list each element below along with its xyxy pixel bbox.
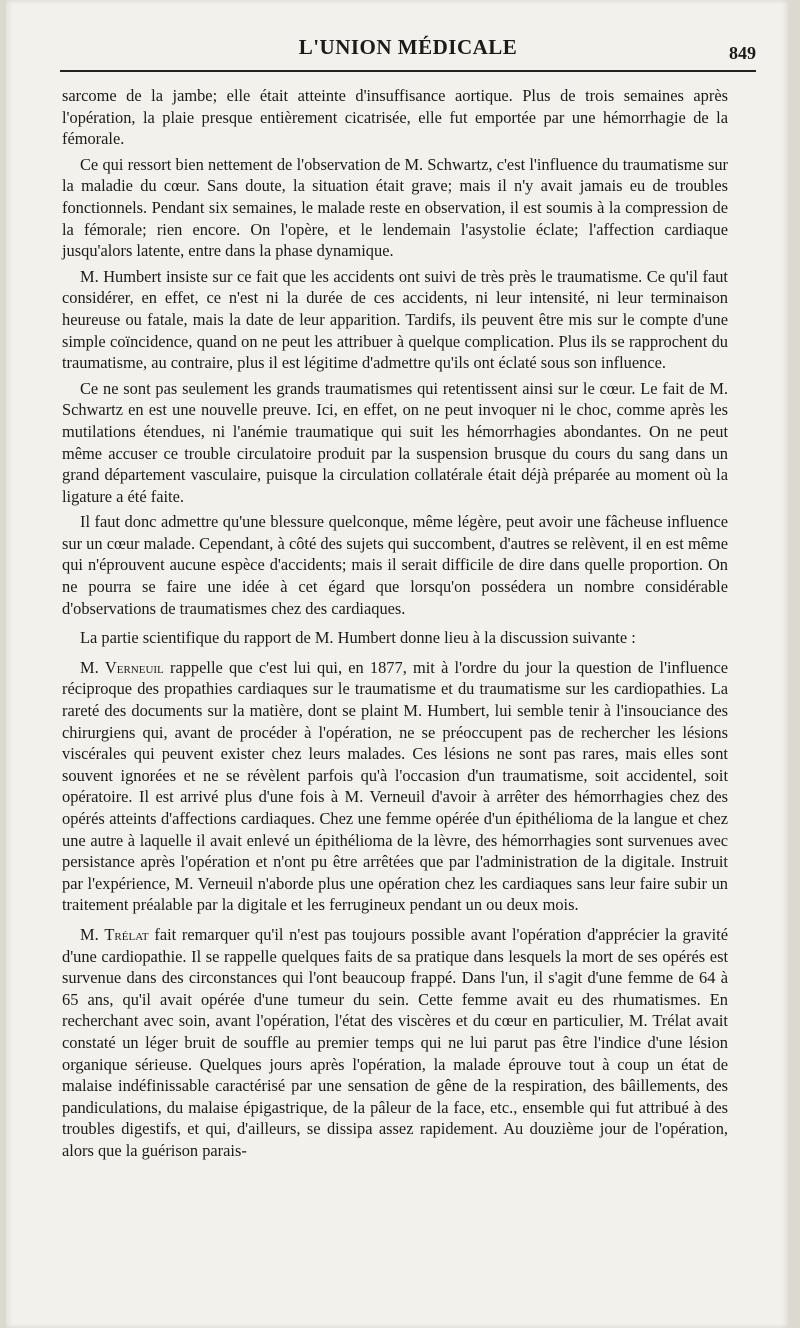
paragraph-text: Ce qui ressort bien nettement de l'observation de M. Schwartz, c'est l'influence du traumatisme sur la maladie du cœur. Sans doute, la situation était grave; mais il n'y avait jamais eu de troubles fonctionnels. Pendant six semaines, le malade reste en observation, il est soumis à la compression de la fémorale; rien encore. On l'opère, et le lendemain l'asystolie éclate; l'affection cardiaque jusqu'alors latente, entre dans la phase dynamique. [62, 154, 728, 261]
paragraph-text: M. Humbert insiste sur ce fait que les accidents ont suivi de très près le traumatisme. Ce qu'il faut considérer, en effet, ce n'est ni la durée de ces accidents, ni leur intensité, ni leur terminaison heureuse ou fatale, mais la date de leur apparition. Tardifs, ils peuvent être mis sur le compte d'une simple coïncidence, quand on ne peut les attribuer à quelque complication. Plus ils se rapprochent du traumatisme, au contraire, plus il est légitime d'admettre qu'ils ont éclaté sous son influence. [62, 266, 728, 373]
paragraph [62, 627, 728, 649]
paragraph-text: Ce ne sont pas seulement les grands traumatismes qui retentissent ainsi sur le cœur. Le fait de M. Schwartz en est une nouvelle preuve. Ici, en effet, on ne peut invoquer ni le choc, comme après les mutilations étendues, ni l'anémie traumatique qui suit les hémorrhagies abondantes. On ne peut même accuser ce trouble circulatoire produit par la suspension brusque du cours du sang dans un grand département vasculaire, puisque la circulation collatérale était déjà préparée au moment où la ligature a été faite. [62, 378, 728, 506]
paragraph-text: rappelle que c'est lui qui, en 1877, mit à l'ordre du jour la question de l'influence réciproque des propathies cardiaques sur le traumatisme et du traumatisme sur les cardiopathies. La rareté des documents sur la matière, dont se plaint M. Humbert, lui semble tenir à l'insouciance des chirurgiens qui, avant de procéder à l'opération, ne se préoccupent pas de rechercher les lésions viscérales qui peuvent exister chez leurs malades. Ces lésions ne sont pas rares, mais elles sont souvent ignorées et ne se révèlent parfois qu'à l'occasion d'un traumatisme, soit accidentel, soit opératoire. Il est arrivé plus d'une fois à M. Verneuil d'avoir à arrêter des hémorrhagies chez des opérés atteints d'affections cardiaques. Chez une femme opérée d'un épithélioma de la langue et chez une autre à laquelle il avait enlevé un épithélioma de la lèvre, des hémorrhagies sont survenues avec persistance après l'opération et n'ont pu être arrêtées que par l'administration de la digitale. Instruit par l'expérience, M. Verneuil n'aborde plus une opération chez les cardiaques sans leur faire subir un traitement préalable par la digitale et les ferrugineux pendant un ou deux mois. [62, 657, 728, 915]
paragraph [62, 154, 728, 262]
speaker-name: Verneuil [104, 657, 164, 677]
paragraph [62, 378, 728, 508]
paragraph [62, 85, 728, 150]
page-header [60, 30, 756, 70]
paragraph [62, 266, 728, 374]
paragraph-text: Il faut donc admettre qu'une blessure quelconque, même légère, peut avoir une fâcheuse influence sur un cœur malade. Cependant, à côté des sujets qui succombent, d'autres se relèvent, il en est même qui n'éprouvent aucune espèce d'accidents; mais il serait difficile de dire dans quelle proportion. On ne pourra se faire une idée à cet égard que lorsqu'on possédera un nombre considérable d'observations de traumatismes chez des cardiaques. [62, 512, 728, 618]
page-number: 849 [729, 43, 756, 63]
paragraph: M. Verneuil rappelle que c'est lui qui, en 1877, mit à l'ordre du jour la question de l'influence réciproque des propathies cardiaques sur le traumatisme et du traumatisme sur les cardiopathies. La rareté des documents sur la matière, dont se plaint M. Humbert, lui semble tenir à l'insouciance des chirurgiens qui, avant de procéder à l'opération, ne se préoccupent pas de rechercher les lésions viscérales qui peuvent exister chez leurs malades. Ces lésions ne sont pas rares, mais elles sont souvent ignorées et ne se révèlent parfois qu'à l'occasion d'un traumatisme, soit accidentel, soit opératoire. Il est arrivé plus d'une fois à M. Verneuil d'avoir à arrêter des hémorrhagies chez des opérés atteints d'affections cardiaques. Chez une femme opérée d'un épithélioma de la langue et chez une autre à laquelle il avait enlevé un épithélioma de la lèvre, des hémorrhagies sont survenues avec persistance après l'opération et n'ont pu être arrêtées que par l'administration de la digitale. Instruit par l'expérience, M. Verneuil n'aborde plus une opération chez les cardiaques sans leur faire subir un traitement préalable par la digitale et les ferrugineux pendant un ou deux mois. [62, 657, 728, 915]
body-text [62, 85, 728, 1166]
paragraph [62, 511, 728, 619]
running-title: L'UNION MÉDICALE [298, 35, 518, 59]
paragraph-text: sarcome de la jambe; elle était atteinte d'insuffisance aortique. Plus de trois semaines après l'opération, la plaie presque entièrement cicatrisée, elle fut emportée par une hémorrhagie de la fémorale. [62, 86, 728, 149]
paragraph-text: fait remarquer qu'il n'est pas toujours possible avant l'opération d'apprécier la gravité d'une cardiopathie. Il se rappelle quelques faits de sa pratique dans lesquels la mort de ses opérés est survenue dans des circonstances qui l'ont beaucoup frappé. Dans l'un, il s'agit d'une femme de 64 à 65 ans, qu'il avait opérée d'une tumeur du sein. Cette femme avait eu des rhumatismes. En recherchant avec soin, avant l'opération, l'état des viscères et du cœur en particulier, M. Trélat avait constaté un léger bruit de souffle au premier temps qui ne lui parut pas être l'indice d'une lésion organique sérieuse. Quelques jours après l'opération, la malade éprouve tout à coup un état de malaise indéfinissable caractérisé par une sensation de gêne de la respiration, des bâillements, des pandiculations, du malaise épigastrique, de la pâleur de la face, etc., ensemble qui fut attribué à des troubles digestifs, et qui, d'ailleurs, se dissipa assez rapidement. Au douzième jour de l'opération, alors que la guérison parais- [62, 924, 728, 1160]
header-rule [60, 70, 756, 72]
paragraph: M. Trélat fait remarquer qu'il n'est pas toujours possible avant l'opération d'apprécier la gravité d'une cardiopathie. Il se rappelle quelques faits de sa pratique dans lesquels la mort de ses opérés est survenue dans des circonstances qui l'ont beaucoup frappé. Dans l'un, il s'agit d'une femme de 64 à 65 ans, qu'il avait opérée d'une tumeur du sein. Cette femme avait eu des rhumatismes. En recherchant avec soin, avant l'opération, l'état des viscères et du cœur en particulier, M. Trélat avait constaté un léger bruit de souffle au premier temps qui ne lui parut pas être l'indice d'une lésion organique sérieuse. Quelques jours après l'opération, la malade éprouve tout à coup un état de malaise indéfinissable caractérisé par une sensation de gêne de la respiration, des bâillements, des pandiculations, du malaise épigastrique, de la pâleur de la face, etc., ensemble qui fut attribué à des troubles digestifs, et qui, d'ailleurs, se dissipa assez rapidement. Au douzième jour de l'opération, alors que la guérison parais- [62, 924, 728, 1160]
paragraph-text: La partie scientifique du rapport de M. Humbert donne lieu à la discussion suivante : [80, 628, 636, 648]
document-page [6, 0, 788, 1328]
speaker-name: Trélat [104, 924, 149, 944]
